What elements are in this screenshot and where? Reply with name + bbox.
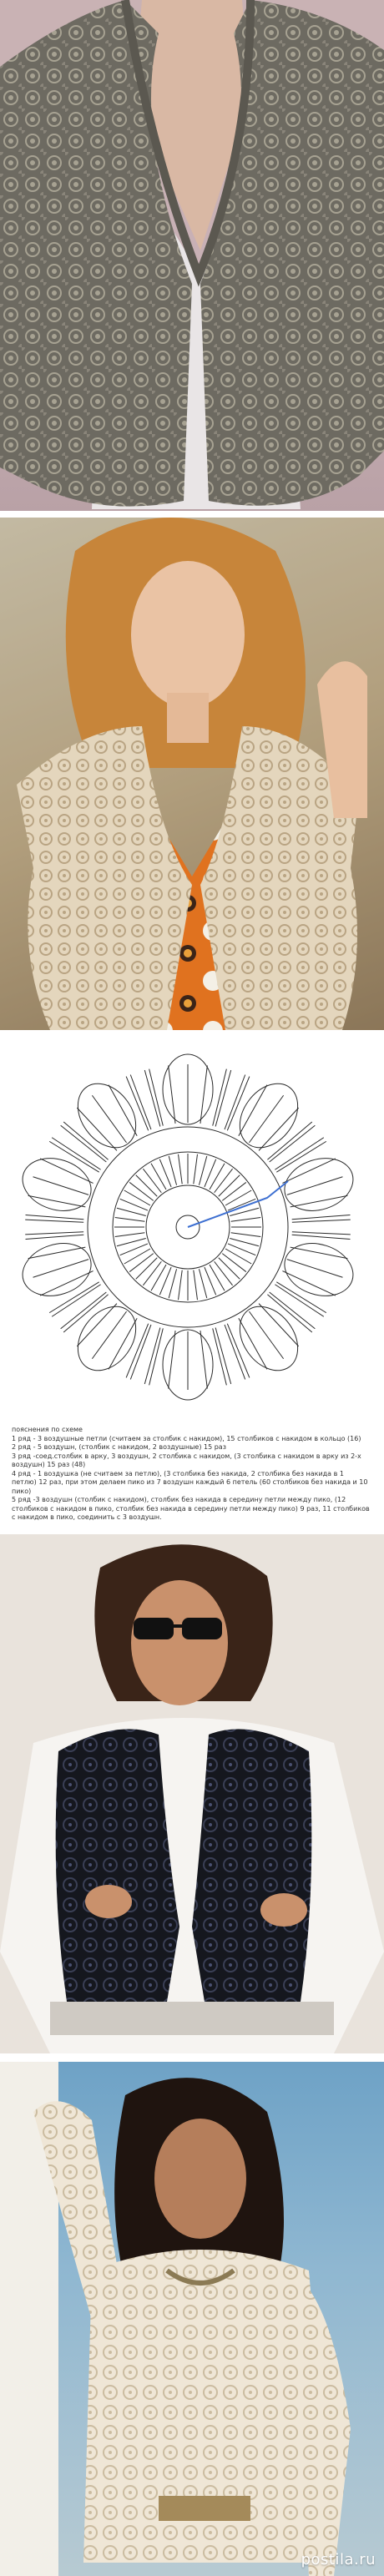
chart-stitch bbox=[143, 1261, 161, 1285]
chart-petal-stitch bbox=[200, 1331, 207, 1388]
chart-stitch bbox=[231, 1218, 261, 1222]
chart-petal-stitch bbox=[92, 1311, 126, 1359]
chart-stitch bbox=[143, 1169, 161, 1193]
chart-stitch bbox=[228, 1199, 255, 1210]
chart-petal-stitch bbox=[287, 1260, 343, 1278]
chart-stitch bbox=[222, 1182, 246, 1200]
chart-stitch bbox=[115, 1218, 145, 1222]
chart-petal-stitch bbox=[52, 1138, 100, 1170]
chart-petal-stitch bbox=[40, 1271, 93, 1296]
chart-petal-stitch bbox=[28, 1247, 86, 1259]
chart-petal-stitch bbox=[149, 1069, 164, 1126]
chart-petal-stitch bbox=[77, 1108, 117, 1150]
chart-petal-stitch bbox=[259, 1304, 299, 1346]
chart-stitch bbox=[222, 1254, 246, 1272]
chart-petal-stitch bbox=[292, 1232, 351, 1235]
chart-petal-stitch bbox=[275, 1138, 323, 1170]
chart-petal-stitch bbox=[259, 1108, 299, 1150]
chart-stitch bbox=[124, 1190, 150, 1205]
chart-stitch bbox=[169, 1156, 176, 1185]
chart-petal-stitch bbox=[33, 1177, 89, 1195]
chart-petal-stitch bbox=[291, 1195, 348, 1207]
chart-stitch bbox=[120, 1199, 148, 1210]
chart-petal-stitch bbox=[249, 1095, 283, 1143]
chart-stitch bbox=[179, 1154, 183, 1184]
chart-petal-stitch bbox=[292, 1215, 351, 1220]
chart-petal-stitch bbox=[40, 1159, 93, 1183]
chart-stitch bbox=[179, 1270, 183, 1301]
chart-stitch bbox=[194, 1154, 198, 1184]
chart-stitch bbox=[117, 1238, 146, 1245]
chart-stitch bbox=[205, 1267, 216, 1295]
photo-black-vest bbox=[0, 1534, 384, 2053]
chart-stitch bbox=[169, 1269, 176, 1298]
chart-stitch bbox=[151, 1164, 166, 1190]
chart-petal-stitch bbox=[77, 1304, 117, 1346]
chart-petal-stitch bbox=[213, 1069, 227, 1126]
chart-stitch bbox=[136, 1258, 157, 1279]
motif-chart-diagram bbox=[0, 1035, 384, 1419]
chart-stitch bbox=[225, 1190, 251, 1205]
chart-stitch bbox=[124, 1249, 150, 1264]
chart-petal-stitch bbox=[275, 1285, 323, 1317]
chart-stitch bbox=[205, 1159, 216, 1187]
chart-petal-stitch bbox=[249, 1311, 283, 1359]
beige-bolero-image bbox=[0, 518, 384, 1030]
chart-notes-line: 1 ряд - 3 воздушные петли (считаем за столбик с накидом), 15 столбиков с накидом в кольцо (16) bbox=[12, 1434, 361, 1442]
chart-notes-line: 5 ряд -3 воздушн (столбик с накидом), столбик без накида в середину петли между пико, (12 столбиков с накидом в пико, столбик без накида в середину петли между пико) 9 раз, 11 столбиков с накидом в пико, соединить с 3 воздушн. bbox=[12, 1496, 370, 1521]
watermark-suffix: .ru bbox=[353, 2551, 376, 2568]
chart-petal-stitch bbox=[270, 1292, 316, 1329]
gray-bolero-image bbox=[0, 0, 384, 511]
chart-stitch bbox=[194, 1270, 198, 1301]
black-vest-image bbox=[0, 1534, 384, 2053]
chart-stitch bbox=[199, 1156, 206, 1185]
chart-notes-line: 4 ряд - 1 воздушка (не считаем за петлю), (3 столбика без накида, 2 столбика без накида в 1 петлю) 12 раз, при этом делаем пико из 7 воздушн каждый 6 петель (60 столбиков без накида и 10 пико) bbox=[12, 1469, 368, 1495]
chart-stitch bbox=[228, 1244, 255, 1255]
chart-stitch bbox=[136, 1175, 157, 1196]
chart-petal-stitch bbox=[213, 1328, 227, 1385]
photo-beige-bolero bbox=[0, 518, 384, 1030]
chart-petal-stitch bbox=[61, 1292, 107, 1329]
chart-stitch bbox=[210, 1265, 225, 1291]
chart-petal-stitch bbox=[200, 1065, 207, 1123]
chart-stitch bbox=[159, 1159, 171, 1187]
chart-stitch bbox=[219, 1258, 240, 1279]
chart-notes bbox=[12, 1426, 371, 1523]
chart-petal-stitch bbox=[292, 1220, 351, 1222]
cream-cardigan-image bbox=[0, 2062, 384, 2576]
chart-petal-stitch bbox=[282, 1271, 336, 1296]
photo-gray-bolero bbox=[0, 0, 384, 511]
chart-stitch bbox=[115, 1233, 145, 1237]
chart-petal-stitch bbox=[26, 1215, 84, 1220]
chart-notes-line: 2 ряд - 5 воздушн, (столбик с накидом, 2 воздушные) 15 раз bbox=[12, 1443, 226, 1451]
chart-petal-stitch bbox=[25, 1232, 83, 1235]
chart-petal-stitch bbox=[169, 1331, 175, 1388]
chart-petal-stitch bbox=[25, 1220, 83, 1222]
chart-petal-stitch bbox=[282, 1159, 336, 1183]
chart-stitch bbox=[117, 1208, 146, 1215]
chart-petal-stitch bbox=[292, 1235, 351, 1239]
chart-stitch bbox=[219, 1175, 240, 1196]
chart-petal-stitch bbox=[61, 1125, 107, 1162]
chart-stitch bbox=[151, 1265, 166, 1291]
watermark bbox=[301, 2548, 376, 2569]
chart-petal-stitch bbox=[287, 1177, 343, 1195]
chart-petal-stitch bbox=[291, 1247, 348, 1259]
chart-stitch bbox=[210, 1164, 225, 1190]
chart-stitch bbox=[199, 1269, 206, 1298]
chart-petal-stitch bbox=[149, 1328, 164, 1385]
crochet-chart-panel bbox=[0, 1035, 384, 1526]
chart-stitch bbox=[129, 1182, 154, 1200]
chart-petal-stitch bbox=[28, 1195, 86, 1207]
chart-stitch bbox=[159, 1267, 171, 1295]
chart-petal-stitch bbox=[26, 1235, 84, 1239]
chart-petal-stitch bbox=[270, 1125, 316, 1162]
chart-stitch bbox=[231, 1233, 261, 1237]
photo-cream-cardigan bbox=[0, 2062, 384, 2576]
chart-stitch bbox=[215, 1261, 233, 1285]
chart-stitch bbox=[215, 1169, 233, 1193]
chart-petal-stitch bbox=[92, 1095, 126, 1143]
chart-stitch bbox=[129, 1254, 154, 1272]
chart-petal-stitch bbox=[33, 1260, 89, 1278]
chart-petal-stitch bbox=[169, 1065, 175, 1123]
chart-stitch bbox=[225, 1249, 251, 1264]
chart-petal-stitch bbox=[52, 1285, 100, 1317]
chart-stitch bbox=[230, 1238, 259, 1245]
chart-stitch bbox=[120, 1244, 148, 1255]
chart-notes-title: пояснения по схеме bbox=[12, 1426, 83, 1433]
watermark-brand: postila bbox=[301, 2551, 354, 2568]
chart-notes-line: 3 ряд -соед.столбик в арку, 3 воздушн, 2 столбика с накидом, (3 столбика с накидом в арку из 2-х воздушн) 15 раз (48) bbox=[12, 1452, 361, 1468]
